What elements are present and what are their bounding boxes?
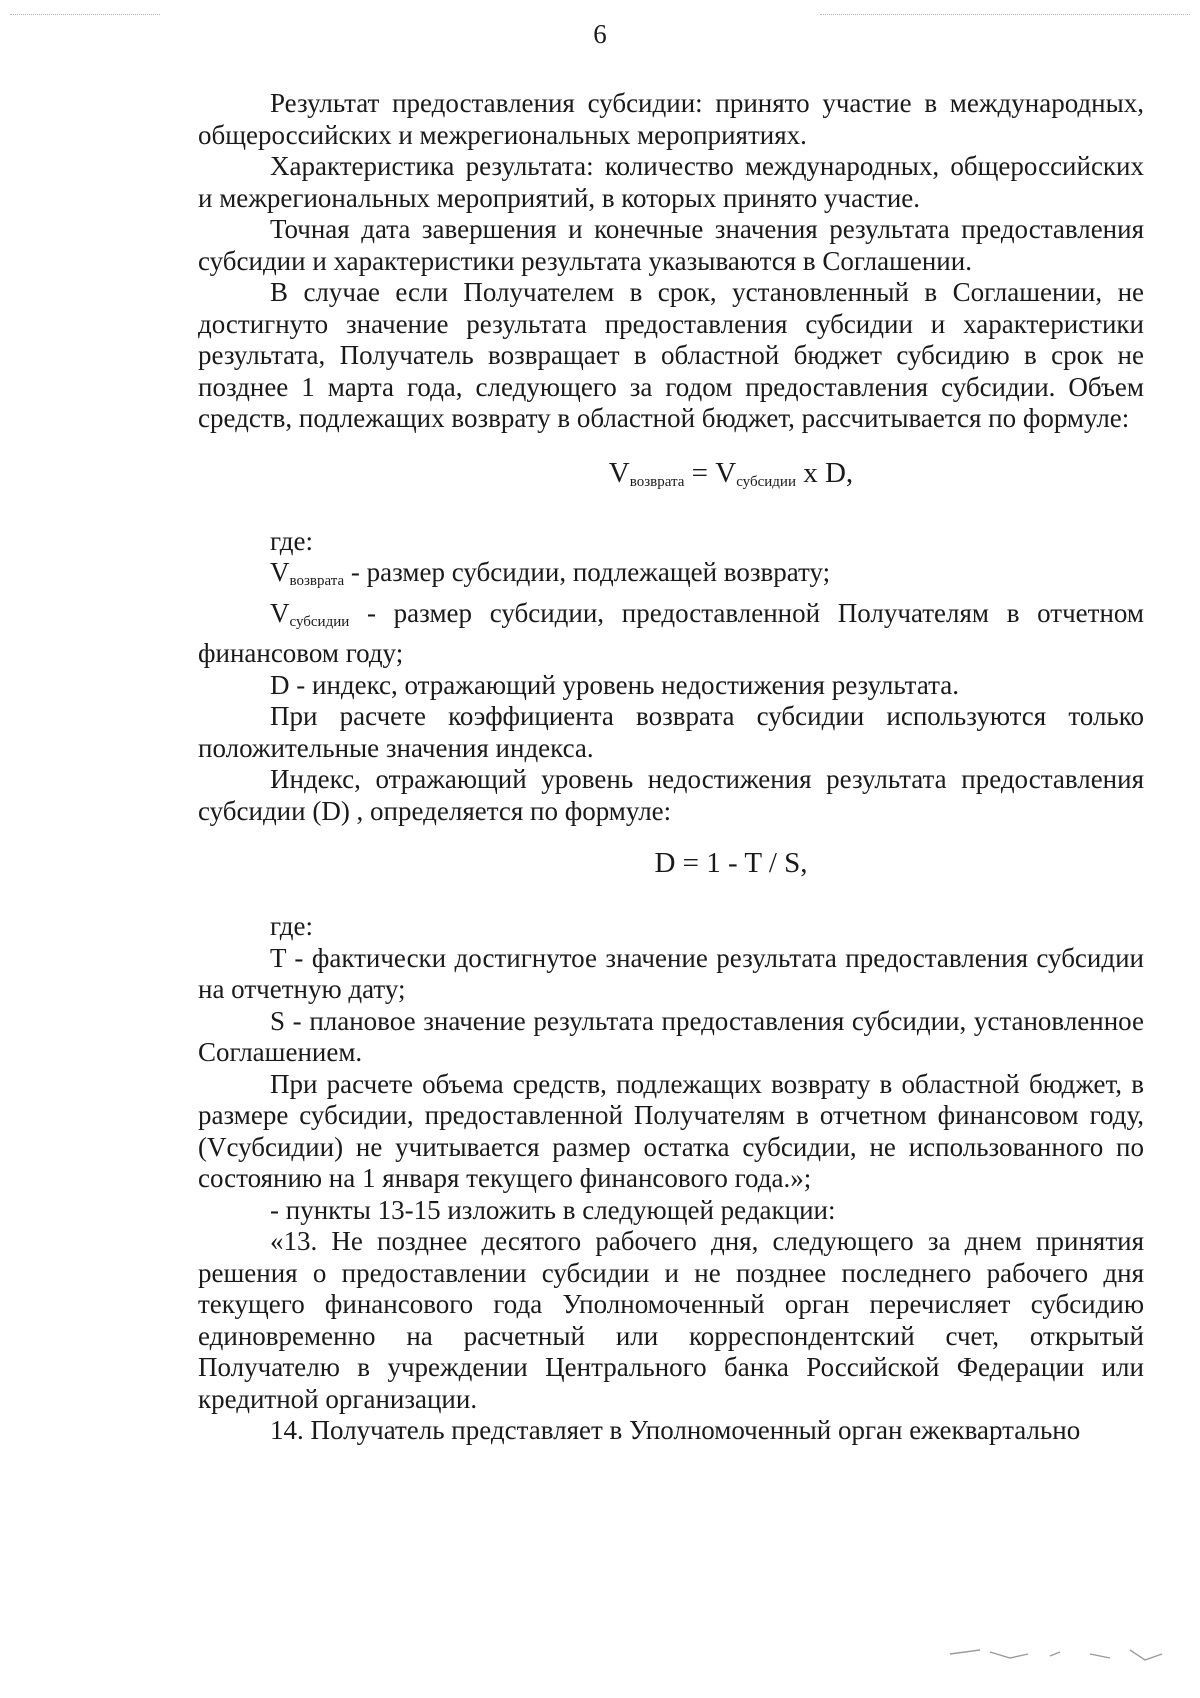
paragraph: Результат предоставления субсидии: принято участие в международных, общероссийских и межрегиональных мероприятиях. (198, 88, 1144, 150)
definition-subscript: субсидии (289, 613, 350, 630)
paragraph: В случае если Получателем в срок, установленный в Соглашении, не достигнуто значение результата предоставления субсидии и характеристики результата, Получатель возвращает в областной бюджет субсидию в срок не позднее 1 марта года, следующего за годом предоставления субсидии. Объем средств, подлежащих возврату в областной бюджет, рассчитывается по формуле: (198, 277, 1144, 433)
definition-v-subsidy (198, 598, 1144, 670)
paragraph: Точная дата завершения и конечные значения результата предоставления субсидии и характеристики результата указываются в Соглашении. (198, 214, 1144, 276)
paragraph: Индекс, отражающий уровень недостижения результата предоставления субсидии (D) , определяется по формуле: (198, 764, 1144, 826)
formula-index: D = 1 - T / S, (654, 847, 808, 879)
definition-v-return (198, 557, 1144, 598)
formula-symbol: V (608, 456, 630, 489)
formula-symbol: V (715, 456, 737, 489)
formula-operator: = (684, 456, 716, 489)
scan-scribble (940, 1632, 1170, 1672)
formula-tail: x D, (795, 456, 854, 489)
paragraph: D - индекс, отражающий уровень недостижения результата. (270, 669, 959, 700)
formula-subscript: субсидии (736, 473, 796, 490)
document-body (198, 88, 1144, 1447)
definition-text: - размер субсидии, предоставленной Получателям в отчетном финансовом году; (198, 597, 1144, 668)
paragraph: При расчете объема средств, подлежащих возврату в областной бюджет, в размере субсидии, предоставленной Получателям в отчетном финансовом году, (Vсубсидии) не учитывается размер остатка субсидии, не использованного по состоянию на 1 января текущего финансового года.»; (198, 1068, 1144, 1193)
definition-subscript: возврата (289, 573, 345, 589)
formula-return-volume (198, 455, 1144, 500)
definition-text: - размер субсидии, подлежащей возврату; (344, 557, 831, 587)
definition-symbol: V (270, 557, 290, 587)
paragraph: При расчете коэффициента возврата субсидии используются только положительные значения индекса. (198, 701, 1144, 763)
where-label: где: (270, 525, 313, 556)
where-label: где: (270, 911, 313, 941)
paragraph: T - фактически достигнутое значение результата предоставления субсидии на отчетную дату; (198, 942, 1144, 1004)
paragraph: Характеристика результата: количество международных, общероссийских и межрегиональных мероприятий, в которых принято участие. (198, 151, 1144, 213)
definition-symbol: V (270, 597, 290, 628)
paragraph: «13. Не позднее десятого рабочего дня, следующего за днем принятия решения о предоставлении субсидии и не позднее последнего рабочего дня текущего финансового года Уполномоченный орган перечисляет субсидию единовременно на расчетный или корреспондентский счет, открытый Получателю в учреждении Центрального банка Российской Федерации или кредитной организации. (198, 1226, 1144, 1414)
paragraph: 14. Получатель представляет в Уполномоченный орган ежеквартально (270, 1415, 1081, 1445)
paragraph: - пункты 13-15 изложить в следующей редакции: (270, 1194, 836, 1225)
formula-subscript: возврата (629, 473, 685, 490)
paragraph: S - плановое значение результата предоставления субсидии, установленное Соглашением. (198, 1005, 1144, 1067)
page-number: 6 (593, 19, 607, 49)
